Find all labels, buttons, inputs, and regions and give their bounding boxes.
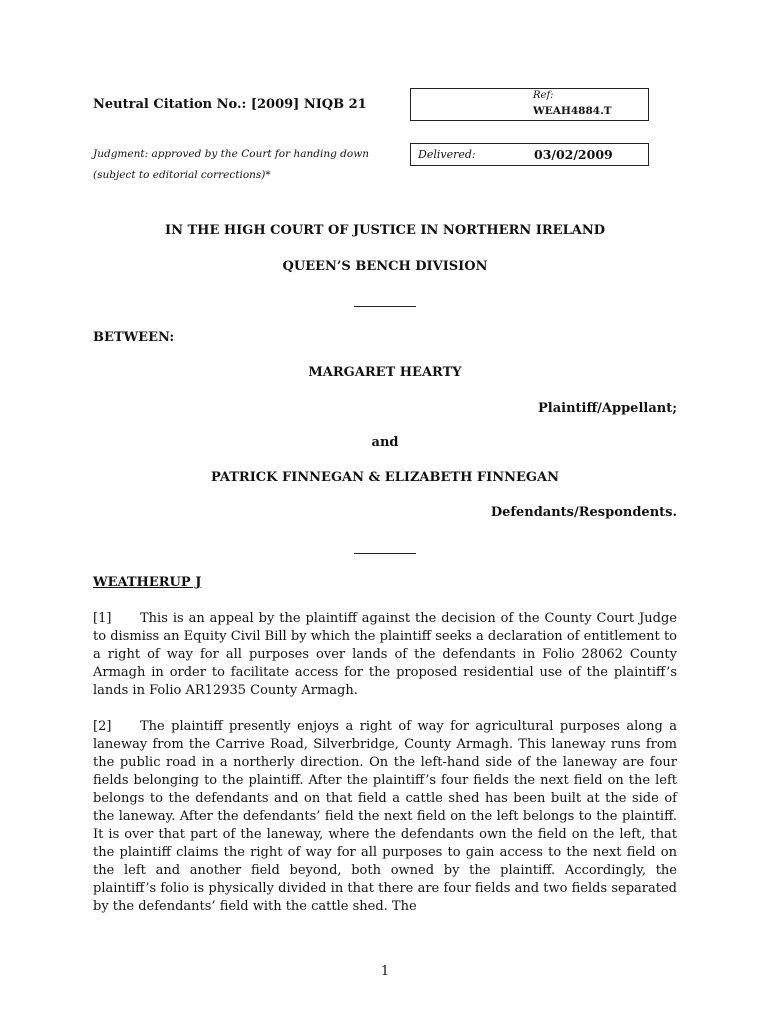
defendants-role: Defendants/Respondents. (490, 505, 677, 520)
reference-box (410, 88, 649, 121)
plaintiff-role: Plaintiff/Appellant; (538, 401, 677, 416)
delivered-date: 03/02/2009 (534, 147, 613, 162)
and-label: and (371, 435, 399, 450)
editorial-corrections-note: (subject to editorial corrections)* (93, 169, 271, 181)
defendants-name: PATRICK FINNEGAN & ELIZABETH FINNEGAN (211, 470, 559, 485)
paragraph-1 (93, 610, 677, 700)
paragraph-text: This is an appeal by the plaintiff against the decision of the County Court Judge to dismiss an Equity Civil Bill by which the plaintiff seeks a declaration of entitlement to a right of way for all purposes over lands of the defendants in Folio 28062 County Armagh in order to facilitate access for the proposed residential use of the plaintiff’s lands in Folio AR12935 County Armagh. (93, 611, 677, 698)
ref-value: WEAH4884.T (533, 105, 612, 117)
court-name: IN THE HIGH COURT OF JUSTICE IN NORTHERN IRELAND (165, 223, 605, 238)
paragraph-number: [1] (93, 611, 112, 626)
delivered-label: Delivered: (418, 148, 476, 161)
ref-label: Ref: (533, 90, 554, 101)
page-number: 1 (380, 964, 390, 979)
divider-rule (354, 306, 416, 307)
neutral-citation: Neutral Citation No.: [2009] NIQB 21 (93, 97, 367, 112)
approval-note: Judgment: approved by the Court for handing down (93, 148, 369, 160)
plaintiff-name: MARGARET HEARTY (308, 365, 462, 380)
divider-rule (354, 553, 416, 554)
between-label: BETWEEN: (93, 330, 175, 345)
paragraph-text: The plaintiff presently enjoys a right of way for agricultural purposes along a laneway from the Carrive Road, Silverbridge, County Armagh. This laneway runs from the public road in a northerly direction. On the left-hand side of the laneway are four fields belonging to the plaintiff. After the plaintiff’s four fields the next field on the left belongs to the defendants and on that field a cattle shed has been built at the side of the laneway. After the defendants’ field the next field on the left belongs to the plaintiff. It is over that part of the laneway, where the defendants own the field on the left, that the plaintiff claims the right of way for all purposes to gain access to the next field on the left and another field beyond, both owned by the plaintiff. Accordingly, the plaintiff’s folio is physically divided in that there are four fields and two fields separated by the defendants’ field with the cattle shed. The (93, 719, 677, 914)
paragraph-number: [2] (93, 719, 112, 734)
delivered-box (410, 143, 649, 166)
judge-heading: WEATHERUP J (93, 575, 202, 590)
court-division: QUEEN’S BENCH DIVISION (282, 259, 488, 274)
paragraph-2 (93, 718, 677, 916)
